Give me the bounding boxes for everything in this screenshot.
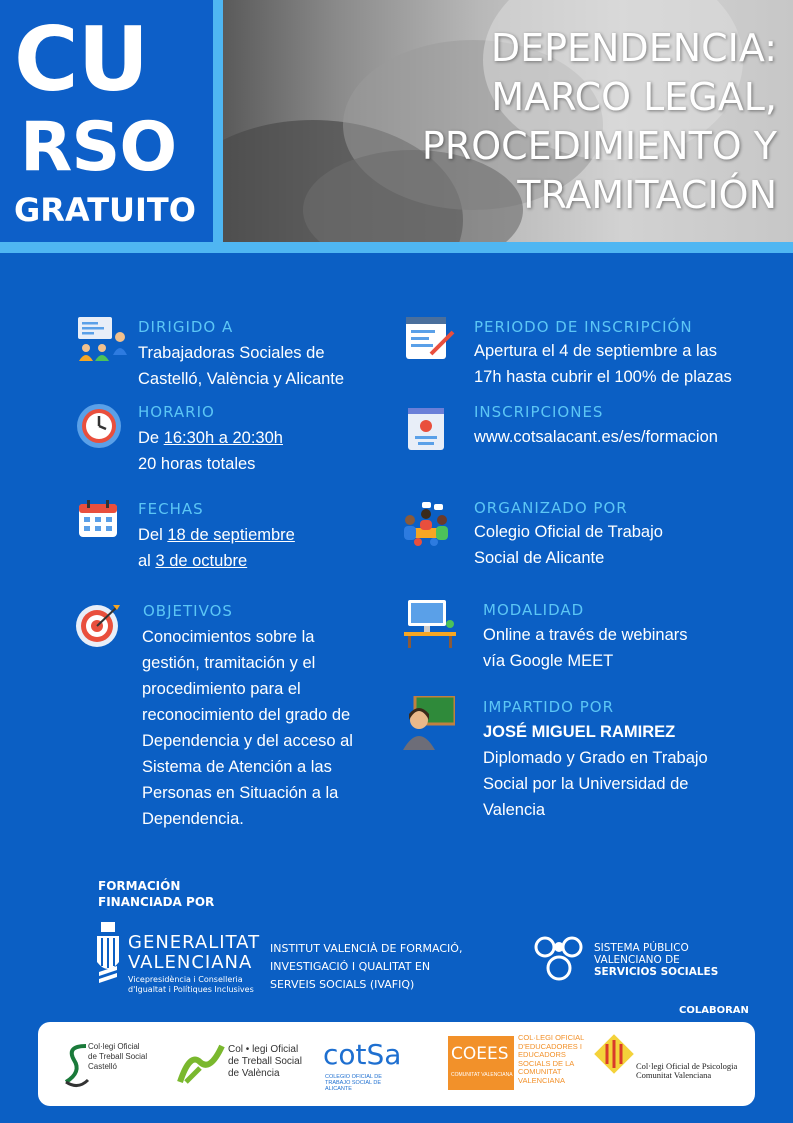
psicologia-logo-text	[636, 1062, 737, 1080]
dirigido-text	[138, 340, 344, 392]
text-line: Social por la Universidad de	[483, 775, 689, 793]
generalitat-name	[128, 933, 260, 973]
fechas-date-end: 3 de octubre	[155, 552, 248, 570]
collaborators-logo-bar	[38, 1022, 755, 1106]
badge-accent-strip	[213, 0, 223, 242]
text-line: TRABAJO SOCIAL DE	[325, 1080, 382, 1086]
text-line: procedimiento para el	[142, 680, 301, 698]
form-edit-icon	[405, 316, 455, 360]
horario-text	[138, 425, 283, 477]
impartido-label: IMPARTIDO POR	[483, 698, 615, 716]
colaboran-label: COLABORAN	[679, 1005, 749, 1016]
text-line: Apertura el 4 de septiembre a las	[474, 342, 718, 360]
dirigido-label: DIRIGIDO A	[138, 318, 234, 336]
badge-line-1: CU	[14, 8, 149, 111]
text-line: ALICANTE	[325, 1086, 352, 1092]
periodo-label: PERIODO DE INSCRIPCIÓN	[474, 318, 693, 336]
text-line: Comunitat Valenciana	[636, 1070, 712, 1080]
text-line: vía Google MEET	[483, 652, 614, 670]
computer-desk-icon	[404, 598, 456, 648]
horario-label: HORARIO	[138, 403, 215, 421]
spvss-text	[594, 942, 718, 978]
periodo-text	[474, 338, 732, 390]
text-line: SERVEIS SOCIALS (IVAFIQ)	[270, 978, 415, 991]
objetivos-label: OBJETIVOS	[143, 602, 233, 620]
teacher-icon	[401, 696, 455, 750]
text-line: COMUNITAT	[518, 1067, 562, 1077]
fechas-prefix-1: Del	[138, 526, 168, 544]
text-line: VALENCIANA	[128, 952, 253, 973]
calendar-icon	[78, 500, 118, 538]
text-line: Col·legi Oficial	[88, 1042, 140, 1051]
text-line: Castelló, València y Alicante	[138, 370, 345, 388]
horario-time: 16:30h a 20:30h	[163, 429, 283, 447]
instructor-name: JOSÉ MIGUEL RAMIREZ	[483, 723, 676, 741]
generalitat-department	[128, 975, 254, 995]
text-line: 17h hasta cubrir el 100% de plazas	[474, 368, 732, 386]
text-line: Col • legi Oficial	[228, 1044, 299, 1055]
title-line: TRAMITACIÓN	[517, 173, 777, 217]
cotsa-logo-mark: cotSa	[323, 1038, 402, 1071]
modalidad-text	[483, 622, 688, 674]
team-meeting-icon	[400, 500, 452, 548]
text-line: Vicepresidència i Conselleria	[128, 975, 243, 984]
clock-icon	[75, 402, 123, 450]
text-line: de València	[228, 1068, 280, 1079]
horario-prefix: De	[138, 429, 164, 447]
modalidad-label: MODALIDAD	[483, 601, 585, 619]
inscripciones-url[interactable]: www.cotsalacant.es/es/formacion	[474, 428, 718, 446]
text-line: Valencia	[483, 801, 546, 819]
title-line: MARCO LEGAL,	[491, 75, 777, 119]
text-line: de Treball Social	[228, 1056, 302, 1067]
text-line: Social de Alicante	[474, 549, 605, 567]
course-title	[337, 24, 777, 220]
text-line: SERVICIOS SOCIALES	[594, 966, 719, 978]
fechas-prefix-2: al	[138, 552, 156, 570]
cotsa-logo-text	[325, 1074, 382, 1092]
text-line: gestión, tramitación y el	[142, 654, 316, 672]
fechas-text	[138, 522, 295, 574]
profile-page-icon	[407, 407, 445, 451]
castello-logo-text	[88, 1042, 147, 1072]
text-line: INSTITUT VALENCIÀ DE FORMACIÓ,	[270, 942, 463, 955]
generalitat-emblem-icon	[93, 922, 123, 993]
text-line: Online a través de webinars	[483, 626, 688, 644]
text-line: SISTEMA PÚBLICO	[594, 942, 689, 954]
castello-logo-icon	[64, 1042, 90, 1093]
impartido-text	[483, 719, 708, 823]
text-line: Personas en Situación a la	[142, 784, 339, 802]
text-line: Sistema de Atención a las	[142, 758, 332, 776]
text-line: reconocimiento del grado de	[142, 706, 351, 724]
fechas-label: FECHAS	[138, 500, 204, 518]
badge-line-2: RSO	[20, 108, 177, 187]
text-line: GENERALITAT	[128, 932, 261, 953]
title-line: DEPENDENCIA:	[490, 26, 777, 70]
spvss-logo-icon	[533, 935, 585, 986]
audience-icon	[76, 315, 128, 361]
text-line: INVESTIGACIÓ I QUALITAT EN	[270, 960, 431, 973]
coees-logo-mark: COEES	[451, 1044, 509, 1064]
horario-time-line	[138, 425, 283, 451]
ivafiq-text	[270, 940, 520, 994]
inscripciones-label: INSCRIPCIONES	[474, 403, 604, 421]
fechas-date-start: 18 de septiembre	[167, 526, 295, 544]
text-line: Colegio Oficial de Trabajo	[474, 523, 663, 541]
text-line: Col·legi Oficial de Psicologia	[636, 1061, 738, 1071]
text-line: D'EDUCADORES I	[518, 1041, 582, 1051]
text-line: d'Igualtat i Polítiques Inclusives	[128, 985, 254, 994]
title-line: PROCEDIMIENTO Y	[421, 124, 777, 168]
text-line: VALENCIANO DE	[594, 954, 680, 966]
text-line: Dependencia.	[142, 810, 244, 828]
psicologia-logo-icon	[594, 1034, 634, 1079]
organizado-label: ORGANIZADO POR	[474, 499, 628, 517]
coees-logo-text	[518, 1034, 584, 1086]
text-line: COL·LEGI OFICIAL	[518, 1033, 585, 1042]
valencia-logo-text	[228, 1044, 302, 1080]
text-line: de Treball Social	[88, 1052, 148, 1061]
coees-logo-band: COMUNITAT VALENCIANA	[451, 1072, 513, 1078]
valencia-logo-icon	[176, 1042, 226, 1091]
text-line: Diplomado y Grado en Trabajo	[483, 749, 708, 767]
text-line: Trabajadoras Sociales de	[138, 344, 325, 362]
horario-total: 20 horas totales	[138, 455, 256, 473]
text-line: EDUCADORS	[518, 1050, 566, 1060]
financiada-label	[98, 878, 214, 910]
text-line: Conocimientos sobre la	[142, 628, 315, 646]
fechas-line-1	[138, 522, 295, 548]
target-icon	[75, 602, 121, 648]
badge-line-3: GRATUITO	[14, 191, 196, 229]
objetivos-text	[142, 624, 353, 832]
text-line: SOCIALS DE LA	[518, 1058, 575, 1068]
text-line: Dependencia y del acceso al	[142, 732, 353, 750]
text-line: FORMACIÓN	[98, 879, 181, 893]
text-line: VALENCIANA	[518, 1075, 565, 1085]
text-line: FINANCIADA POR	[98, 895, 215, 909]
text-line: Castelló	[88, 1062, 117, 1071]
organizado-text	[474, 519, 663, 571]
fechas-line-2	[138, 548, 295, 574]
header-accent-line	[0, 242, 793, 253]
text-line: COLEGIO OFICIAL DE	[325, 1074, 382, 1080]
